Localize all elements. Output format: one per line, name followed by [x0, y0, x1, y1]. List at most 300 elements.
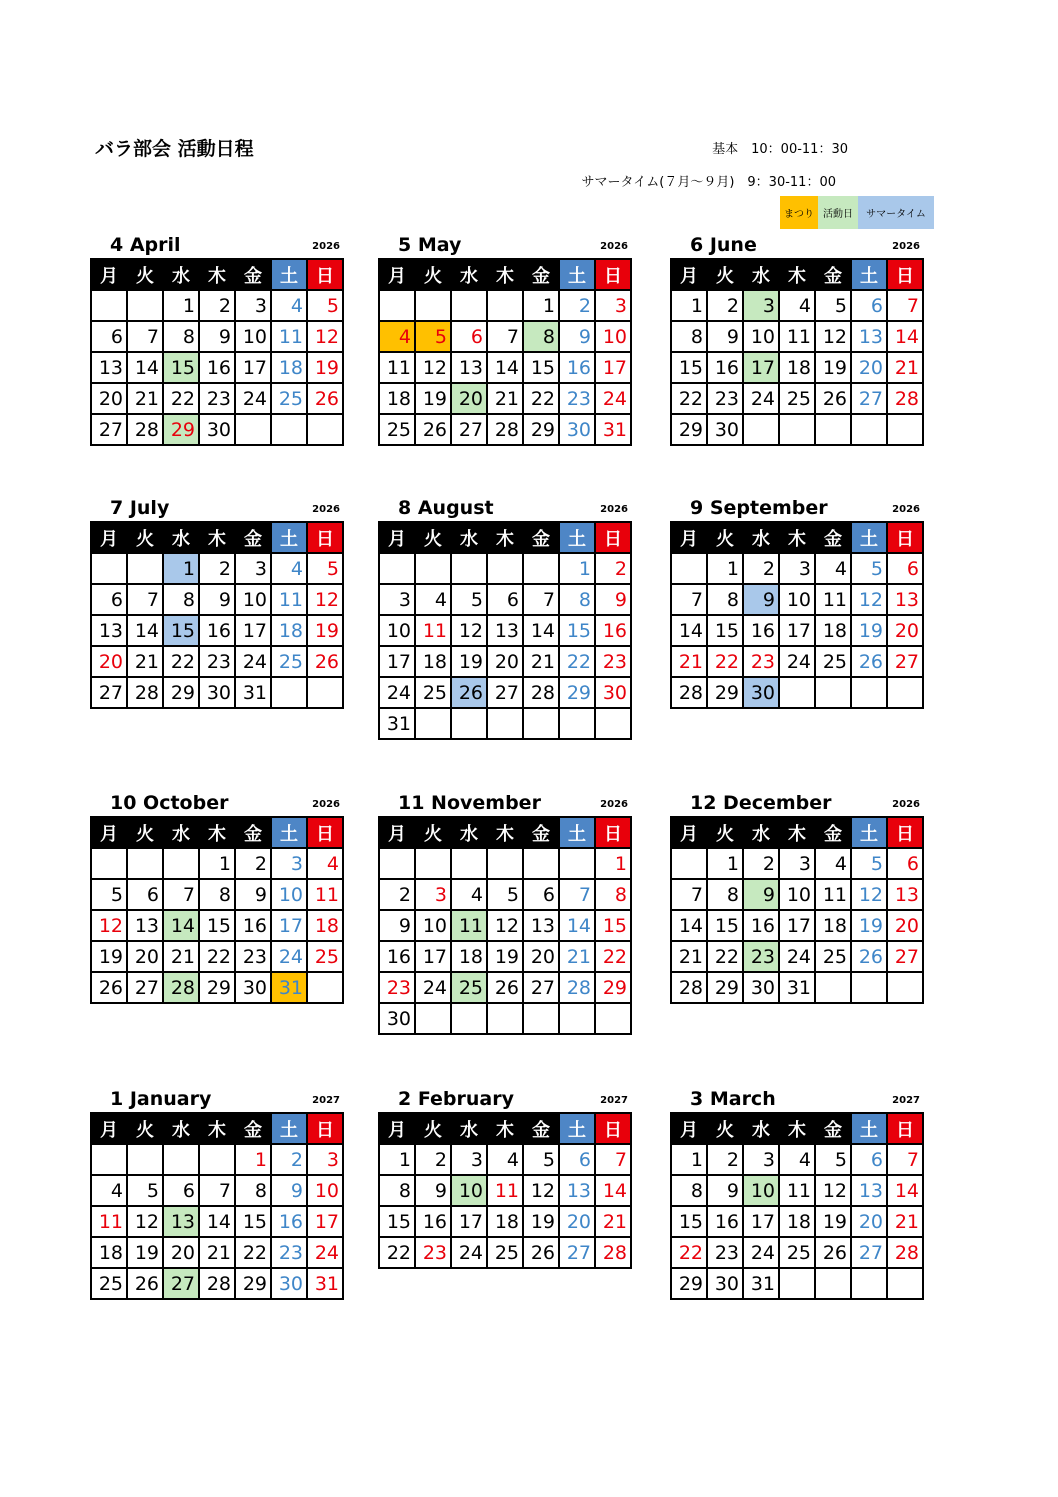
week-row	[379, 941, 631, 972]
day-cell: 3	[779, 848, 815, 879]
weekday-header: 日	[887, 1113, 923, 1144]
day-cell: 24	[743, 383, 779, 414]
day-cell: 15	[163, 352, 199, 383]
day-cell: 21	[671, 646, 707, 677]
month-table	[90, 521, 344, 709]
week-row	[91, 879, 343, 910]
day-cell: 23	[199, 383, 235, 414]
day-cell: 26	[523, 1237, 559, 1268]
day-cell: 22	[671, 383, 707, 414]
day-cell: 11	[487, 1175, 523, 1206]
day-cell: 8	[163, 584, 199, 615]
legend-summer: サマータイム	[858, 196, 934, 229]
empty-cell	[851, 414, 887, 445]
day-cell: 22	[707, 941, 743, 972]
day-cell: 28	[487, 414, 523, 445]
day-cell: 10	[307, 1175, 343, 1206]
week-row	[379, 708, 631, 739]
day-cell: 16	[559, 352, 595, 383]
weekday-header: 水	[451, 1113, 487, 1144]
day-cell: 21	[559, 941, 595, 972]
day-cell: 9	[415, 1175, 451, 1206]
empty-cell	[487, 553, 523, 584]
weekday-header: 火	[707, 817, 743, 848]
week-row	[91, 910, 343, 941]
week-row	[91, 383, 343, 414]
month-name: 1 January	[110, 1088, 212, 1110]
day-cell: 24	[235, 646, 271, 677]
page-title: バラ部会 活動日程	[95, 138, 254, 160]
day-cell: 17	[415, 941, 451, 972]
month-year: 2026	[312, 504, 340, 515]
week-row	[671, 290, 923, 321]
day-cell: 13	[487, 615, 523, 646]
empty-cell	[595, 1003, 631, 1034]
day-cell: 9	[199, 584, 235, 615]
day-cell: 3	[235, 290, 271, 321]
day-cell: 27	[91, 414, 127, 445]
day-cell: 4	[271, 553, 307, 584]
day-cell: 16	[379, 941, 415, 972]
day-cell: 3	[235, 553, 271, 584]
day-cell: 13	[91, 615, 127, 646]
day-cell: 1	[163, 553, 199, 584]
weekday-header: 火	[415, 259, 451, 290]
day-cell: 12	[91, 910, 127, 941]
empty-cell	[163, 848, 199, 879]
weekday-header: 土	[271, 817, 307, 848]
day-cell: 24	[779, 646, 815, 677]
day-cell: 2	[199, 290, 235, 321]
day-cell: 10	[235, 321, 271, 352]
empty-cell	[379, 553, 415, 584]
weekday-header: 日	[595, 817, 631, 848]
empty-cell	[451, 553, 487, 584]
day-cell: 8	[671, 1175, 707, 1206]
weekday-header: 水	[743, 817, 779, 848]
day-cell: 28	[523, 677, 559, 708]
day-cell: 3	[779, 553, 815, 584]
day-cell: 4	[415, 584, 451, 615]
day-cell: 2	[595, 553, 631, 584]
day-cell: 14	[887, 1175, 923, 1206]
week-row	[379, 352, 631, 383]
empty-cell	[415, 553, 451, 584]
day-cell: 3	[271, 848, 307, 879]
empty-cell	[451, 290, 487, 321]
weekday-header: 木	[199, 522, 235, 553]
day-cell: 29	[595, 972, 631, 1003]
day-cell: 15	[707, 615, 743, 646]
week-row	[91, 615, 343, 646]
day-cell: 13	[523, 910, 559, 941]
week-row	[91, 290, 343, 321]
day-cell: 20	[163, 1237, 199, 1268]
day-cell: 17	[779, 615, 815, 646]
day-cell: 22	[163, 646, 199, 677]
empty-cell	[91, 553, 127, 584]
day-cell: 22	[379, 1237, 415, 1268]
day-cell: 13	[127, 910, 163, 941]
day-cell: 31	[379, 708, 415, 739]
day-cell: 19	[815, 352, 851, 383]
day-cell: 27	[887, 941, 923, 972]
day-cell: 31	[595, 414, 631, 445]
day-cell: 15	[523, 352, 559, 383]
day-cell: 4	[815, 553, 851, 584]
empty-cell	[451, 848, 487, 879]
weekday-header: 水	[163, 817, 199, 848]
month-calendar	[378, 790, 630, 1035]
empty-cell	[415, 1003, 451, 1034]
day-cell: 29	[707, 972, 743, 1003]
week-row	[671, 584, 923, 615]
empty-cell	[451, 1003, 487, 1034]
day-cell: 8	[523, 321, 559, 352]
week-row	[379, 879, 631, 910]
weekday-header: 木	[779, 522, 815, 553]
month-year: 2026	[312, 799, 340, 810]
month-calendar	[670, 790, 922, 1004]
month-name: 8 August	[398, 497, 494, 519]
day-cell: 20	[91, 646, 127, 677]
empty-cell	[91, 290, 127, 321]
day-cell: 1	[707, 848, 743, 879]
day-cell: 28	[127, 677, 163, 708]
day-cell: 21	[127, 383, 163, 414]
day-cell: 5	[91, 879, 127, 910]
weekday-header: 金	[235, 1113, 271, 1144]
weekday-header: 金	[235, 259, 271, 290]
week-row	[671, 321, 923, 352]
weekday-header: 金	[235, 522, 271, 553]
day-cell: 23	[743, 941, 779, 972]
basic-time: 基本 10：00-11：30	[712, 142, 848, 157]
empty-cell	[487, 708, 523, 739]
day-cell: 2	[271, 1144, 307, 1175]
day-cell: 24	[595, 383, 631, 414]
day-cell: 10	[595, 321, 631, 352]
day-cell: 26	[851, 941, 887, 972]
day-cell: 27	[851, 383, 887, 414]
month-table	[90, 816, 344, 1004]
day-cell: 25	[271, 383, 307, 414]
weekday-header: 水	[743, 1113, 779, 1144]
day-cell: 11	[91, 1206, 127, 1237]
empty-cell	[379, 290, 415, 321]
weekday-header: 木	[779, 1113, 815, 1144]
week-row	[379, 1003, 631, 1034]
day-cell: 30	[271, 1268, 307, 1299]
month-name: 3 March	[690, 1088, 776, 1110]
week-row	[91, 352, 343, 383]
week-row	[671, 615, 923, 646]
day-cell: 10	[743, 1175, 779, 1206]
weekday-header: 土	[559, 259, 595, 290]
day-cell: 18	[307, 910, 343, 941]
day-cell: 1	[199, 848, 235, 879]
month-name: 6 June	[690, 234, 757, 256]
empty-cell	[559, 1003, 595, 1034]
empty-cell	[271, 677, 307, 708]
weekday-header: 日	[307, 1113, 343, 1144]
day-cell: 12	[815, 1175, 851, 1206]
day-cell: 2	[379, 879, 415, 910]
day-cell: 6	[487, 584, 523, 615]
day-cell: 27	[523, 972, 559, 1003]
day-cell: 30	[743, 972, 779, 1003]
day-cell: 30	[559, 414, 595, 445]
day-cell: 10	[451, 1175, 487, 1206]
month-table	[90, 1112, 344, 1300]
day-cell: 8	[671, 321, 707, 352]
day-cell: 7	[163, 879, 199, 910]
day-cell: 17	[595, 352, 631, 383]
day-cell: 10	[743, 321, 779, 352]
month-calendar	[90, 232, 342, 446]
day-cell: 17	[779, 910, 815, 941]
day-cell: 17	[451, 1206, 487, 1237]
day-cell: 26	[127, 1268, 163, 1299]
day-cell: 13	[163, 1206, 199, 1237]
empty-cell	[127, 290, 163, 321]
week-row	[671, 972, 923, 1003]
day-cell: 26	[815, 1237, 851, 1268]
day-cell: 18	[815, 615, 851, 646]
day-cell: 10	[779, 584, 815, 615]
day-cell: 10	[379, 615, 415, 646]
day-cell: 27	[851, 1237, 887, 1268]
day-cell: 17	[271, 910, 307, 941]
weekday-header: 火	[127, 817, 163, 848]
day-cell: 31	[307, 1268, 343, 1299]
day-cell: 20	[887, 615, 923, 646]
day-cell: 26	[91, 972, 127, 1003]
day-cell: 20	[851, 1206, 887, 1237]
day-cell: 3	[415, 879, 451, 910]
day-cell: 14	[127, 615, 163, 646]
day-cell: 10	[235, 584, 271, 615]
empty-cell	[671, 553, 707, 584]
day-cell: 9	[235, 879, 271, 910]
week-row	[671, 1206, 923, 1237]
day-cell: 2	[743, 848, 779, 879]
day-cell: 5	[127, 1175, 163, 1206]
weekday-header: 火	[415, 1113, 451, 1144]
empty-cell	[415, 290, 451, 321]
day-cell: 9	[199, 321, 235, 352]
day-cell: 13	[851, 321, 887, 352]
day-cell: 7	[523, 584, 559, 615]
day-cell: 31	[779, 972, 815, 1003]
weekday-header: 木	[487, 1113, 523, 1144]
weekday-header: 火	[415, 522, 451, 553]
day-cell: 19	[851, 615, 887, 646]
empty-cell	[523, 708, 559, 739]
day-cell: 20	[851, 352, 887, 383]
weekday-header: 土	[559, 817, 595, 848]
week-row	[91, 414, 343, 445]
week-row	[379, 553, 631, 584]
month-table	[670, 521, 924, 709]
day-cell: 11	[271, 321, 307, 352]
day-cell: 5	[487, 879, 523, 910]
day-cell: 17	[235, 352, 271, 383]
day-cell: 29	[671, 1268, 707, 1299]
week-row	[91, 941, 343, 972]
day-cell: 30	[199, 677, 235, 708]
day-cell: 24	[307, 1237, 343, 1268]
day-cell: 22	[671, 1237, 707, 1268]
month-table	[378, 816, 632, 1035]
weekday-header: 水	[163, 1113, 199, 1144]
day-cell: 13	[887, 584, 923, 615]
legend	[780, 196, 934, 229]
weekday-header: 水	[163, 259, 199, 290]
empty-cell	[671, 848, 707, 879]
day-cell: 12	[415, 352, 451, 383]
month-year: 2026	[892, 799, 920, 810]
day-cell: 5	[307, 553, 343, 584]
week-row	[379, 1237, 631, 1268]
empty-cell	[887, 677, 923, 708]
week-row	[379, 584, 631, 615]
day-cell: 5	[851, 553, 887, 584]
day-cell: 20	[887, 910, 923, 941]
month-calendar	[90, 1086, 342, 1300]
day-cell: 4	[91, 1175, 127, 1206]
weekday-header: 日	[887, 522, 923, 553]
week-row	[379, 383, 631, 414]
day-cell: 9	[271, 1175, 307, 1206]
day-cell: 28	[595, 1237, 631, 1268]
day-cell: 23	[235, 941, 271, 972]
day-cell: 9	[743, 584, 779, 615]
day-cell: 28	[887, 1237, 923, 1268]
day-cell: 27	[127, 972, 163, 1003]
week-row	[379, 910, 631, 941]
day-cell: 19	[523, 1206, 559, 1237]
week-row	[91, 1268, 343, 1299]
day-cell: 26	[415, 414, 451, 445]
month-name: 7 July	[110, 497, 170, 519]
day-cell: 8	[379, 1175, 415, 1206]
weekday-header: 土	[851, 522, 887, 553]
month-year: 2026	[600, 799, 628, 810]
day-cell: 26	[815, 383, 851, 414]
day-cell: 2	[743, 553, 779, 584]
day-cell: 25	[451, 972, 487, 1003]
day-cell: 12	[851, 584, 887, 615]
weekday-header: 日	[595, 259, 631, 290]
week-row	[379, 1144, 631, 1175]
day-cell: 6	[851, 290, 887, 321]
day-cell: 4	[451, 879, 487, 910]
week-row	[91, 972, 343, 1003]
day-cell: 27	[91, 677, 127, 708]
day-cell: 29	[163, 677, 199, 708]
day-cell: 6	[523, 879, 559, 910]
day-cell: 16	[199, 352, 235, 383]
weekday-header: 木	[779, 259, 815, 290]
day-cell: 31	[271, 972, 307, 1003]
month-year: 2027	[600, 1095, 628, 1106]
day-cell: 8	[707, 584, 743, 615]
day-cell: 7	[887, 290, 923, 321]
day-cell: 25	[815, 941, 851, 972]
day-cell: 23	[707, 383, 743, 414]
week-row	[379, 414, 631, 445]
day-cell: 23	[415, 1237, 451, 1268]
day-cell: 16	[743, 615, 779, 646]
weekday-header: 日	[307, 259, 343, 290]
empty-cell	[851, 972, 887, 1003]
empty-cell	[163, 1144, 199, 1175]
empty-cell	[815, 677, 851, 708]
day-cell: 30	[707, 1268, 743, 1299]
day-cell: 16	[235, 910, 271, 941]
empty-cell	[127, 848, 163, 879]
day-cell: 4	[779, 290, 815, 321]
day-cell: 24	[379, 677, 415, 708]
weekday-header: 土	[851, 259, 887, 290]
weekday-header: 土	[271, 1113, 307, 1144]
day-cell: 27	[887, 646, 923, 677]
week-row	[671, 553, 923, 584]
weekday-header: 月	[91, 817, 127, 848]
day-cell: 12	[815, 321, 851, 352]
day-cell: 13	[851, 1175, 887, 1206]
weekday-header: 土	[851, 817, 887, 848]
day-cell: 29	[199, 972, 235, 1003]
weekday-header: 木	[199, 1113, 235, 1144]
day-cell: 15	[671, 1206, 707, 1237]
day-cell: 25	[779, 1237, 815, 1268]
day-cell: 1	[671, 1144, 707, 1175]
week-row	[671, 1237, 923, 1268]
day-cell: 5	[415, 321, 451, 352]
day-cell: 17	[307, 1206, 343, 1237]
day-cell: 15	[559, 615, 595, 646]
week-row	[379, 290, 631, 321]
week-row	[379, 615, 631, 646]
day-cell: 11	[415, 615, 451, 646]
day-cell: 14	[887, 321, 923, 352]
day-cell: 1	[595, 848, 631, 879]
day-cell: 7	[559, 879, 595, 910]
empty-cell	[415, 708, 451, 739]
day-cell: 29	[163, 414, 199, 445]
day-cell: 10	[271, 879, 307, 910]
day-cell: 19	[415, 383, 451, 414]
day-cell: 11	[779, 1175, 815, 1206]
day-cell: 30	[743, 677, 779, 708]
weekday-header: 月	[379, 522, 415, 553]
day-cell: 12	[487, 910, 523, 941]
day-cell: 18	[779, 1206, 815, 1237]
weekday-header: 金	[815, 259, 851, 290]
day-cell: 22	[559, 646, 595, 677]
empty-cell	[379, 848, 415, 879]
day-cell: 16	[595, 615, 631, 646]
month-calendar	[670, 1086, 922, 1300]
day-cell: 14	[559, 910, 595, 941]
empty-cell	[415, 848, 451, 879]
empty-cell	[91, 1144, 127, 1175]
legend-matsuri: まつり	[780, 196, 818, 229]
day-cell: 22	[595, 941, 631, 972]
day-cell: 22	[199, 941, 235, 972]
